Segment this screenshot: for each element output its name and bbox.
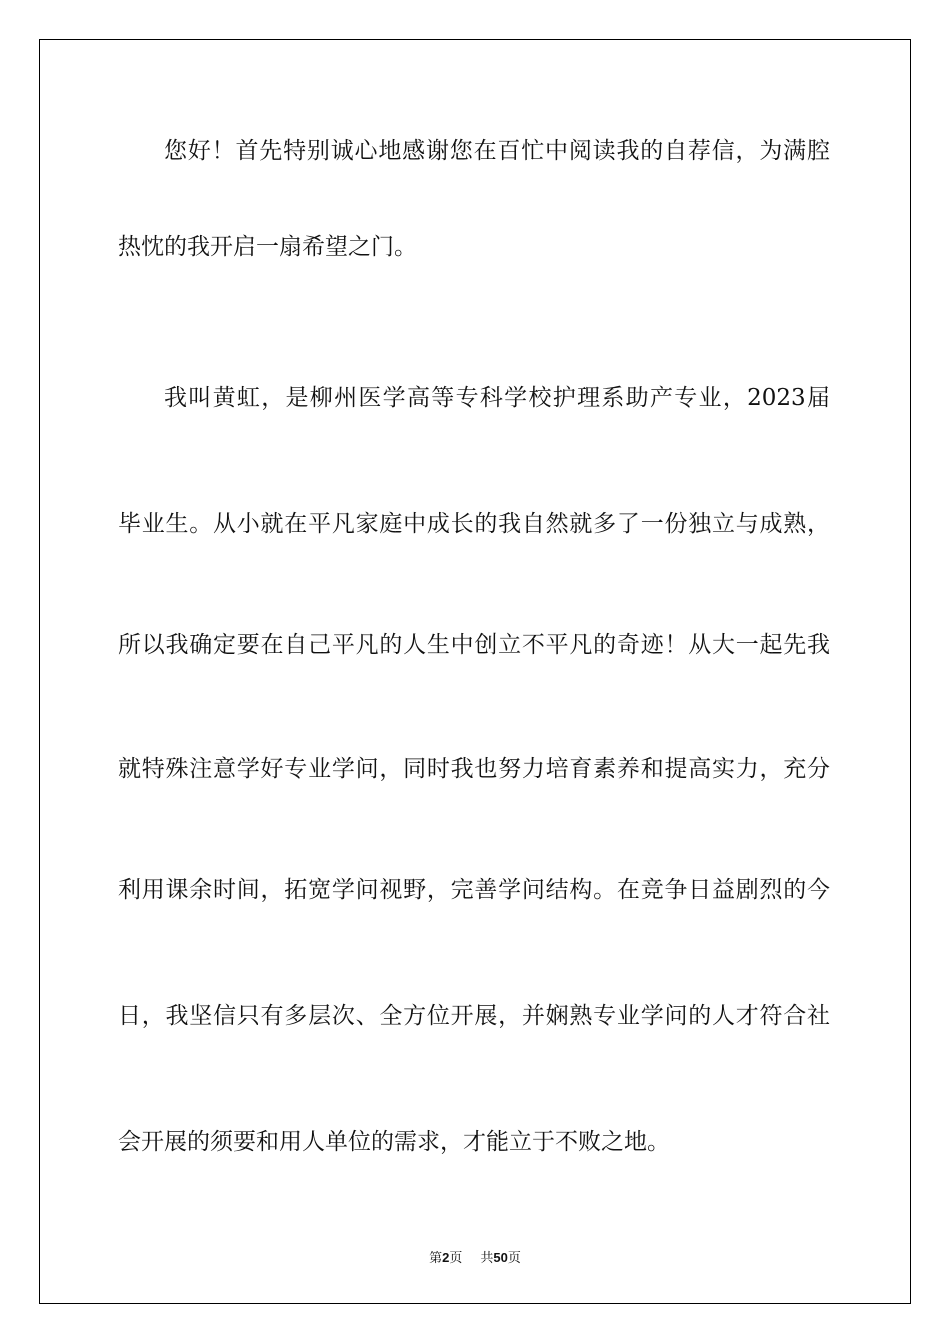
paragraph-1-line-2: 热忱的我开启一扇希望之门。 [118, 234, 417, 260]
paragraph-2-line-4: 就特殊注意学好专业学问，同时我也努力培育素养和提高实力，充分 [118, 756, 830, 782]
page-border [39, 39, 911, 1304]
paragraph-2-line-7: 会开展的须要和用人单位的需求，才能立于不败之地。 [118, 1129, 670, 1155]
page-prefix: 第 [429, 1251, 443, 1266]
paragraph-2-line-6: 日，我坚信只有多层次、全方位开展，并娴熟专业学问的人才符合社 [118, 1003, 830, 1029]
paragraph-1-line-1: 您好！首先特别诚心地感谢您在百忙中阅读我的自荐信，为满腔 [164, 138, 830, 164]
total-pages: 50 [493, 1250, 508, 1265]
page-number: 2 [442, 1250, 450, 1265]
page-suffix: 页 [449, 1251, 463, 1266]
paragraph-2-line-3: 所以我确定要在自己平凡的人生中创立不平凡的奇迹！从大一起先我 [118, 632, 830, 658]
paragraph-2-line-5: 利用课余时间，拓宽学问视野，完善学问结构。在竞争日益剧烈的今 [118, 877, 830, 903]
page-footer [0, 1247, 950, 1266]
paragraph-2-line-1: 我叫黄虹，是柳州医学高等专科学校护理系助产专业，2023届 [164, 385, 830, 411]
total-suffix: 页 [507, 1251, 521, 1266]
total-prefix: 共 [480, 1251, 494, 1266]
paragraph-2-line-2: 毕业生。从小就在平凡家庭中成长的我自然就多了一份独立与成熟， [118, 511, 830, 537]
